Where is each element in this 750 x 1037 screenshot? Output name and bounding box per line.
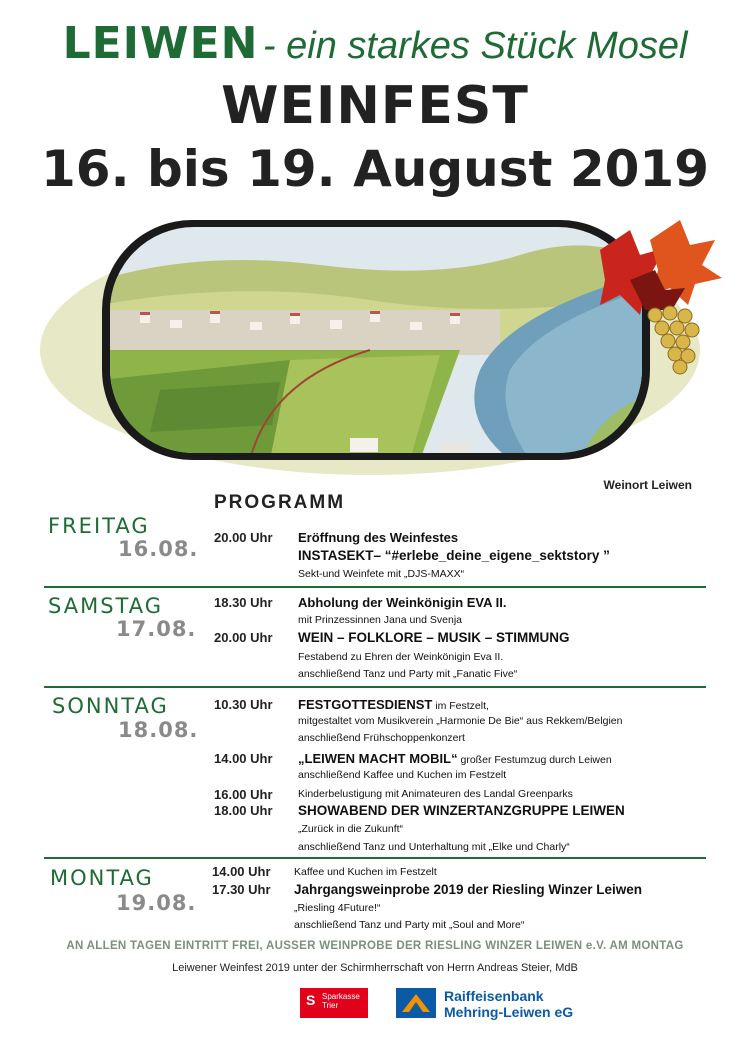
fest-dates: 16. bis 19. August 2019 bbox=[41, 140, 709, 198]
event-time: 17.30 Uhr bbox=[212, 882, 271, 897]
event-time: 18.30 Uhr bbox=[214, 595, 273, 610]
event-title: FESTGOTTESDIENST im Festzelt, bbox=[298, 697, 489, 712]
day-date: 16.08. bbox=[118, 537, 199, 561]
event-detail: mit Prinzessinnen Jana und Svenja bbox=[298, 614, 463, 626]
event-title: INSTASEKT– “#erlebe_deine_eigene_sektstory ” bbox=[298, 548, 610, 563]
fest-title: WEINFEST bbox=[221, 76, 529, 136]
town-name: LEIWEN bbox=[62, 18, 259, 69]
day-separator bbox=[44, 686, 706, 688]
sparkasse-s-icon: S bbox=[306, 992, 316, 1008]
day-name: FREITAG bbox=[48, 514, 150, 538]
event-time: 18.00 Uhr bbox=[214, 803, 273, 818]
event-detail: „Zurück in die Zukunft“ bbox=[298, 823, 404, 835]
day-name: SONNTAG bbox=[52, 694, 169, 718]
slogan: - ein starkes Stück Mosel bbox=[262, 25, 688, 67]
day-date: 18.08. bbox=[118, 718, 199, 742]
day-separator bbox=[44, 586, 706, 588]
headline bbox=[0, 18, 750, 69]
event-time: 14.00 Uhr bbox=[214, 751, 273, 766]
event-detail: Festabend zu Ehren der Weinkönigin Eva II. bbox=[298, 651, 504, 663]
event-time: 10.30 Uhr bbox=[214, 697, 273, 712]
event-detail: anschließend Frühschoppenkonzert bbox=[298, 732, 465, 744]
event-title: Eröffnung des Weinfestes bbox=[298, 530, 459, 545]
event-title: Jahrgangsweinprobe 2019 der Riesling Winzer Leiwen bbox=[294, 882, 642, 897]
day-date: 19.08. bbox=[116, 891, 197, 915]
event-title: SHOWABEND DER WINZERTANZGRUPPE LEIWEN bbox=[298, 803, 625, 818]
day-name: MONTAG bbox=[50, 866, 154, 890]
day-name: SAMSTAG bbox=[48, 594, 164, 618]
bank-name: Raiffeisenbank Mehring-Leiwen eG bbox=[444, 988, 574, 1020]
event-detail: anschließend Tanz und Unterhaltung mit „Elke und Charly“ bbox=[298, 841, 570, 853]
illustration-caption: Weinort Leiwen bbox=[603, 478, 692, 492]
event-detail: Sekt-und Weinfete mit „DJS-MAXX“ bbox=[298, 568, 465, 580]
event-title: Abholung der Weinkönigin EVA II. bbox=[298, 595, 507, 610]
landscape bbox=[100, 220, 660, 460]
event-detail: Kinderbelustigung mit Animateuren des Landal Greenparks bbox=[298, 788, 573, 800]
event-time: 16.00 Uhr bbox=[214, 787, 273, 802]
raiffeisen-logo-icon bbox=[396, 988, 436, 1018]
event-time: 20.00 Uhr bbox=[214, 530, 273, 545]
event-detail: anschließend Tanz und Party mit „Fanatic Five“ bbox=[298, 668, 518, 680]
event-title: „LEIWEN MACHT MOBIL“ großer Festumzug durch Leiwen bbox=[298, 751, 612, 766]
event-detail: mitgestaltet vom Musikverein „Harmonie De Bie“ aus Rekkem/Belgien bbox=[298, 715, 623, 727]
day-date: 17.08. bbox=[116, 617, 197, 641]
event-detail: Kaffee und Kuchen im Festzelt bbox=[294, 866, 437, 878]
event-title: WEIN – FOLKLORE – MUSIK – STIMMUNG bbox=[298, 630, 570, 645]
event-detail: anschließend Tanz und Party mit „Soul and More“ bbox=[294, 919, 525, 931]
event-time: 14.00 Uhr bbox=[212, 864, 271, 879]
free-entry-note: AN ALLEN TAGEN EINTRITT FREI, AUSSER WEINPROBE DER RIESLING WINZER LEIWEN e.V. AM MONTAG bbox=[66, 940, 684, 952]
vineyard-illustration bbox=[40, 210, 730, 490]
sparkasse-logo: S Sparkasse Trier bbox=[300, 988, 368, 1018]
event-detail: „Riesling 4Future!“ bbox=[294, 902, 381, 914]
event-detail: anschließend Kaffee und Kuchen im Festzelt bbox=[298, 769, 507, 781]
programm-title: PROGRAMM bbox=[214, 492, 346, 513]
day-separator bbox=[44, 857, 706, 859]
event-time: 20.00 Uhr bbox=[214, 630, 273, 645]
patronage-note: Leiwener Weinfest 2019 unter der Schirmherrschaft von Herrn Andreas Steier, MdB bbox=[172, 962, 578, 974]
